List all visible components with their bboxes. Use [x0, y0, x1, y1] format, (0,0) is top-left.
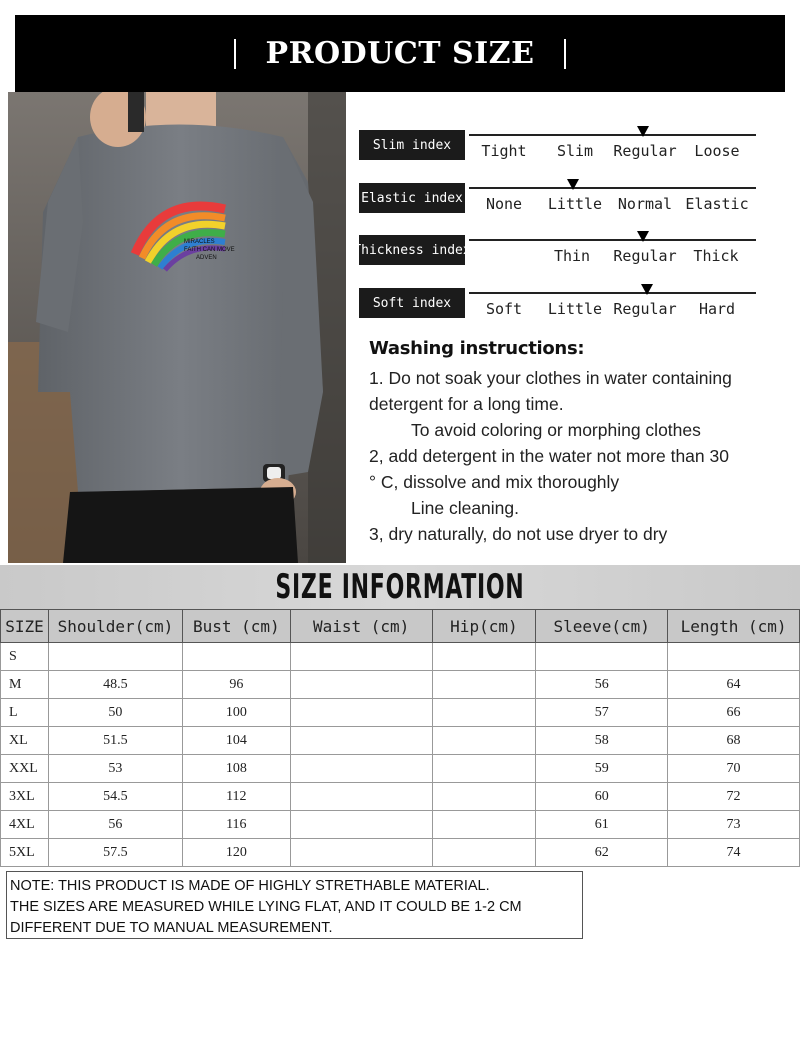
column-header-waist: Waist (cm)	[290, 610, 432, 643]
cell-size: 3XL	[1, 783, 49, 811]
cell-waist	[290, 699, 432, 727]
cell-size: XL	[1, 727, 49, 755]
cell-shoulder: 56	[48, 811, 182, 839]
cell-shoulder: 53	[48, 755, 182, 783]
column-header-sleeve: Sleeve(cm)	[536, 610, 668, 643]
cell-size: M	[1, 671, 49, 699]
thickness-option-regular: Regular	[613, 247, 677, 265]
slim-index-scale	[469, 134, 756, 136]
cell-waist	[290, 671, 432, 699]
washing-instructions	[369, 338, 789, 547]
cell-length: 64	[668, 671, 800, 699]
washing-line-6: Line cleaning.	[411, 498, 519, 518]
cell-sleeve: 60	[536, 783, 668, 811]
cell-hip	[432, 727, 536, 755]
size-table	[0, 609, 800, 867]
thickness-option-thick: Thick	[693, 247, 739, 265]
cell-waist	[290, 839, 432, 867]
cell-bust	[182, 643, 290, 671]
soft-option-soft: Soft	[485, 300, 523, 318]
washing-line-1: 1. Do not soak your clothes in water containing	[369, 368, 732, 388]
cell-size: 5XL	[1, 839, 49, 867]
cell-size: 4XL	[1, 811, 49, 839]
cell-hip	[432, 671, 536, 699]
cell-hip	[432, 811, 536, 839]
size-information-title: SIZE INFORMATION	[275, 567, 525, 607]
washing-line-7: 3, dry naturally, do not use dryer to dry	[369, 524, 668, 544]
size-information-banner	[0, 565, 800, 609]
cell-length: 68	[668, 727, 800, 755]
thickness-index-label: Thickness index	[359, 235, 465, 265]
cell-sleeve: 61	[536, 811, 668, 839]
washing-line-3: To avoid coloring or morphing clothes	[411, 420, 701, 440]
column-header-hip: Hip(cm)	[432, 610, 536, 643]
note-line-3: DIFFERENT DUE TO MANUAL MEASUREMENT.	[10, 920, 333, 936]
cell-bust: 120	[182, 839, 290, 867]
cell-length: 66	[668, 699, 800, 727]
elastic-index-scale	[469, 187, 756, 189]
cell-bust: 100	[182, 699, 290, 727]
cell-length: 70	[668, 755, 800, 783]
cell-waist	[290, 755, 432, 783]
elastic-option-none: None	[485, 195, 523, 213]
cell-length: 74	[668, 839, 800, 867]
cell-shoulder: 51.5	[48, 727, 182, 755]
soft-option-little: Little	[547, 300, 603, 318]
cell-sleeve: 62	[536, 839, 668, 867]
product-photo	[8, 92, 346, 563]
thickness-index-marker	[637, 231, 649, 242]
note-line-1: NOTE: THIS PRODUCT IS MADE OF HIGHLY STRETHABLE MATERIAL.	[10, 878, 490, 894]
elastic-option-normal: Normal	[617, 195, 673, 213]
cell-size: L	[1, 699, 49, 727]
elastic-index-marker	[567, 179, 579, 190]
table-row	[1, 839, 800, 867]
table-row	[1, 783, 800, 811]
note-line-2: THE SIZES ARE MEASURED WHILE LYING FLAT, AND IT COULD BE 1-2 CM	[10, 899, 522, 915]
table-row	[1, 671, 800, 699]
header-divider-right	[564, 39, 566, 69]
cell-waist	[290, 643, 432, 671]
cell-bust: 112	[182, 783, 290, 811]
cell-bust: 108	[182, 755, 290, 783]
table-row	[1, 643, 800, 671]
cell-hip	[432, 699, 536, 727]
table-row	[1, 811, 800, 839]
cell-length: 73	[668, 811, 800, 839]
slim-option-slim: Slim	[556, 142, 594, 160]
cell-bust: 96	[182, 671, 290, 699]
cell-length: 72	[668, 783, 800, 811]
header-title: PRODUCT SIZE	[265, 36, 535, 71]
slim-index-marker	[637, 126, 649, 137]
cell-sleeve: 59	[536, 755, 668, 783]
cell-shoulder	[48, 643, 182, 671]
cell-sleeve	[536, 643, 668, 671]
washing-line-4: 2, add detergent in the water not more than 30	[369, 446, 729, 466]
thickness-option-thin: Thin	[553, 247, 591, 265]
soft-index-row	[359, 288, 759, 333]
cell-waist	[290, 783, 432, 811]
column-header-shoulder: Shoulder(cm)	[48, 610, 182, 643]
slim-option-loose: Loose	[694, 142, 740, 160]
cell-sleeve: 56	[536, 671, 668, 699]
cell-sleeve: 57	[536, 699, 668, 727]
size-table-header	[1, 610, 800, 643]
print-line-3: ADVEN	[196, 255, 217, 261]
table-row	[1, 699, 800, 727]
thickness-index-row	[353, 235, 759, 280]
column-header-length: Length (cm)	[668, 610, 800, 643]
elastic-index-label: Elastic index	[359, 183, 465, 213]
slim-option-regular: Regular	[613, 142, 677, 160]
soft-option-hard: Hard	[698, 300, 736, 318]
measurement-note	[6, 871, 583, 939]
elastic-index-row	[359, 183, 759, 228]
slim-index-row	[359, 130, 759, 175]
print-line-2: FAITH CAN MOVE	[184, 247, 235, 253]
cell-shoulder: 57.5	[48, 839, 182, 867]
table-row	[1, 727, 800, 755]
column-header-bust: Bust (cm)	[182, 610, 290, 643]
soft-index-marker	[641, 284, 653, 295]
slim-option-tight: Tight	[481, 142, 527, 160]
header-divider-left	[234, 39, 236, 69]
cell-bust: 104	[182, 727, 290, 755]
print-line-1: MIRACLES	[184, 239, 215, 245]
cell-sleeve: 58	[536, 727, 668, 755]
cell-length	[668, 643, 800, 671]
column-header-size: SIZE	[1, 610, 49, 643]
cell-size: XXL	[1, 755, 49, 783]
soft-index-label: Soft index	[359, 288, 465, 318]
shirt-print-text	[184, 238, 235, 262]
cell-hip	[432, 839, 536, 867]
model-illustration	[8, 92, 346, 563]
thickness-index-scale	[469, 239, 756, 241]
soft-index-scale	[469, 292, 756, 294]
cell-size: S	[1, 643, 49, 671]
cell-shoulder: 54.5	[48, 783, 182, 811]
cell-hip	[432, 643, 536, 671]
product-size-header	[15, 15, 785, 92]
cell-hip	[432, 755, 536, 783]
washing-line-5: ° C, dissolve and mix thoroughly	[369, 472, 620, 492]
cell-waist	[290, 727, 432, 755]
cell-bust: 116	[182, 811, 290, 839]
soft-option-regular: Regular	[613, 300, 677, 318]
elastic-option-elastic: Elastic	[685, 195, 749, 213]
washing-title: Washing instructions:	[369, 338, 585, 359]
cell-shoulder: 50	[48, 699, 182, 727]
washing-line-2: detergent for a long time.	[369, 394, 564, 414]
cell-waist	[290, 811, 432, 839]
cell-hip	[432, 783, 536, 811]
elastic-option-little: Little	[547, 195, 603, 213]
table-row	[1, 755, 800, 783]
cell-shoulder: 48.5	[48, 671, 182, 699]
slim-index-label: Slim index	[359, 130, 465, 160]
